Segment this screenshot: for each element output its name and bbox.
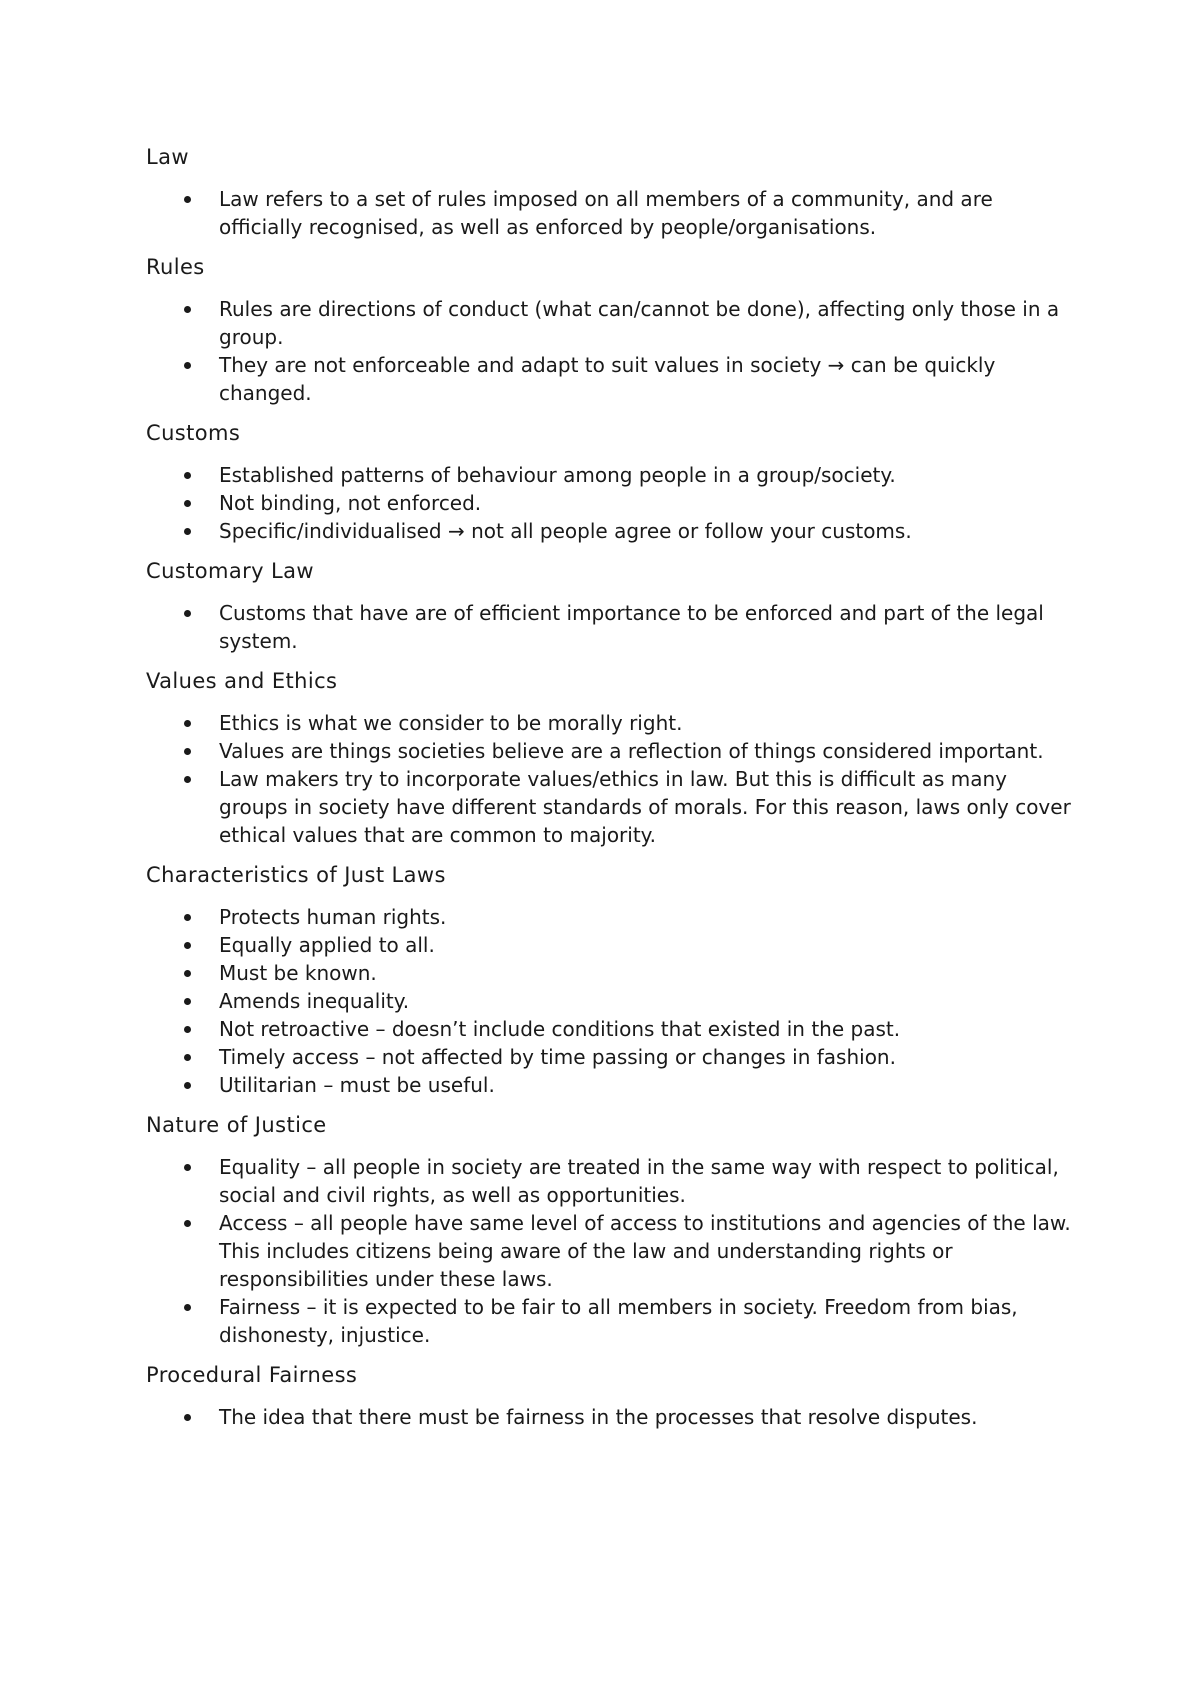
list-item bbox=[146, 599, 1076, 655]
list-item-text: Must be known. bbox=[219, 961, 377, 985]
list-item-text: Fairness – it is expected to be fair to all members in society. Freedom from bias, dishonesty, injustice. bbox=[219, 1295, 1018, 1347]
bullet-icon bbox=[184, 1054, 191, 1061]
section-heading: Customary Law bbox=[146, 559, 315, 583]
list-item bbox=[146, 931, 1076, 959]
list-item-text: Access – all people have same level of access to institutions and agencies of the law. This includes citizens being aware of the law and understanding rights or responsibilities under these laws. bbox=[219, 1211, 1071, 1291]
section-nature-of-justice bbox=[146, 1111, 1076, 1349]
bullet-list bbox=[146, 295, 1076, 407]
section-heading: Nature of Justice bbox=[146, 1113, 327, 1137]
list-item bbox=[146, 185, 1076, 241]
bullet-icon bbox=[184, 914, 191, 921]
list-item bbox=[146, 351, 1076, 407]
bullet-icon bbox=[184, 1220, 191, 1227]
list-item-text: Utilitarian – must be useful. bbox=[219, 1073, 495, 1097]
section-rules bbox=[146, 253, 1076, 407]
list-item-text: Established patterns of behaviour among people in a group/society. bbox=[219, 463, 896, 487]
bullet-icon bbox=[184, 306, 191, 313]
section-characteristics-of-just-laws bbox=[146, 861, 1076, 1099]
list-item bbox=[146, 461, 1076, 489]
bullet-icon bbox=[184, 776, 191, 783]
list-item-text: Amends inequality. bbox=[219, 989, 410, 1013]
bullet-icon bbox=[184, 362, 191, 369]
list-item bbox=[146, 1015, 1076, 1043]
bullet-icon bbox=[184, 196, 191, 203]
bullet-icon bbox=[184, 1082, 191, 1089]
list-item-text: Law makers try to incorporate values/ethics in law. But this is difficult as many groups in society have different standards of morals. For this reason, laws only cover ethical values that are common to majority. bbox=[219, 767, 1071, 847]
bullet-icon bbox=[184, 500, 191, 507]
list-item bbox=[146, 1403, 1076, 1431]
bullet-icon bbox=[184, 1026, 191, 1033]
bullet-icon bbox=[184, 610, 191, 617]
list-item bbox=[146, 987, 1076, 1015]
list-item bbox=[146, 517, 1076, 545]
list-item-text: Equality – all people in society are treated in the same way with respect to political, social and civil rights, as well as opportunities. bbox=[219, 1155, 1059, 1207]
section-customary-law bbox=[146, 557, 1076, 655]
list-item bbox=[146, 1153, 1076, 1209]
list-item bbox=[146, 1209, 1076, 1293]
list-item-text: Protects human rights. bbox=[219, 905, 447, 929]
list-item-text: Ethics is what we consider to be morally right. bbox=[219, 711, 683, 735]
section-values-and-ethics bbox=[146, 667, 1076, 849]
list-item-text: Law refers to a set of rules imposed on all members of a community, and are officially recognised, as well as enforced by people/organisations. bbox=[219, 187, 993, 239]
list-item bbox=[146, 903, 1076, 931]
bullet-list bbox=[146, 185, 1076, 241]
list-item bbox=[146, 489, 1076, 517]
list-item bbox=[146, 1043, 1076, 1071]
list-item-text: Specific/individualised → not all people agree or follow your customs. bbox=[219, 519, 912, 543]
section-heading: Customs bbox=[146, 421, 241, 445]
bullet-icon bbox=[184, 1164, 191, 1171]
section-law bbox=[146, 143, 1076, 241]
bullet-icon bbox=[184, 942, 191, 949]
list-item bbox=[146, 959, 1076, 987]
list-item bbox=[146, 709, 1076, 737]
section-heading: Values and Ethics bbox=[146, 669, 338, 693]
bullet-list bbox=[146, 461, 1076, 545]
bullet-icon bbox=[184, 472, 191, 479]
list-item bbox=[146, 737, 1076, 765]
section-heading: Characteristics of Just Laws bbox=[146, 863, 446, 887]
section-procedural-fairness bbox=[146, 1361, 1076, 1431]
list-item-text: The idea that there must be fairness in the processes that resolve disputes. bbox=[219, 1405, 978, 1429]
list-item-text: Not binding, not enforced. bbox=[219, 491, 482, 515]
bullet-icon bbox=[184, 998, 191, 1005]
bullet-list bbox=[146, 599, 1076, 655]
section-heading: Rules bbox=[146, 255, 205, 279]
bullet-icon bbox=[184, 528, 191, 535]
section-customs bbox=[146, 419, 1076, 545]
bullet-list bbox=[146, 1403, 1076, 1431]
list-item-text: Customs that have are of efficient importance to be enforced and part of the legal system. bbox=[219, 601, 1044, 653]
bullet-icon bbox=[184, 748, 191, 755]
list-item bbox=[146, 765, 1076, 849]
list-item-text: Values are things societies believe are a reflection of things considered important. bbox=[219, 739, 1044, 763]
section-heading: Law bbox=[146, 145, 189, 169]
list-item bbox=[146, 1293, 1076, 1349]
bullet-icon bbox=[184, 1414, 191, 1421]
list-item-text: They are not enforceable and adapt to suit values in society → can be quickly changed. bbox=[219, 353, 996, 405]
list-item-text: Timely access – not affected by time passing or changes in fashion. bbox=[219, 1045, 896, 1069]
bullet-icon bbox=[184, 1304, 191, 1311]
bullet-list bbox=[146, 709, 1076, 849]
list-item bbox=[146, 1071, 1076, 1099]
list-item-text: Equally applied to all. bbox=[219, 933, 435, 957]
list-item-text: Not retroactive – doesn’t include conditions that existed in the past. bbox=[219, 1017, 901, 1041]
bullet-icon bbox=[184, 720, 191, 727]
bullet-list bbox=[146, 1153, 1076, 1349]
bullet-list bbox=[146, 903, 1076, 1099]
document-page bbox=[146, 143, 1076, 1443]
section-heading: Procedural Fairness bbox=[146, 1363, 358, 1387]
list-item-text: Rules are directions of conduct (what can/cannot be done), affecting only those in a group. bbox=[219, 297, 1060, 349]
bullet-icon bbox=[184, 970, 191, 977]
list-item bbox=[146, 295, 1076, 351]
